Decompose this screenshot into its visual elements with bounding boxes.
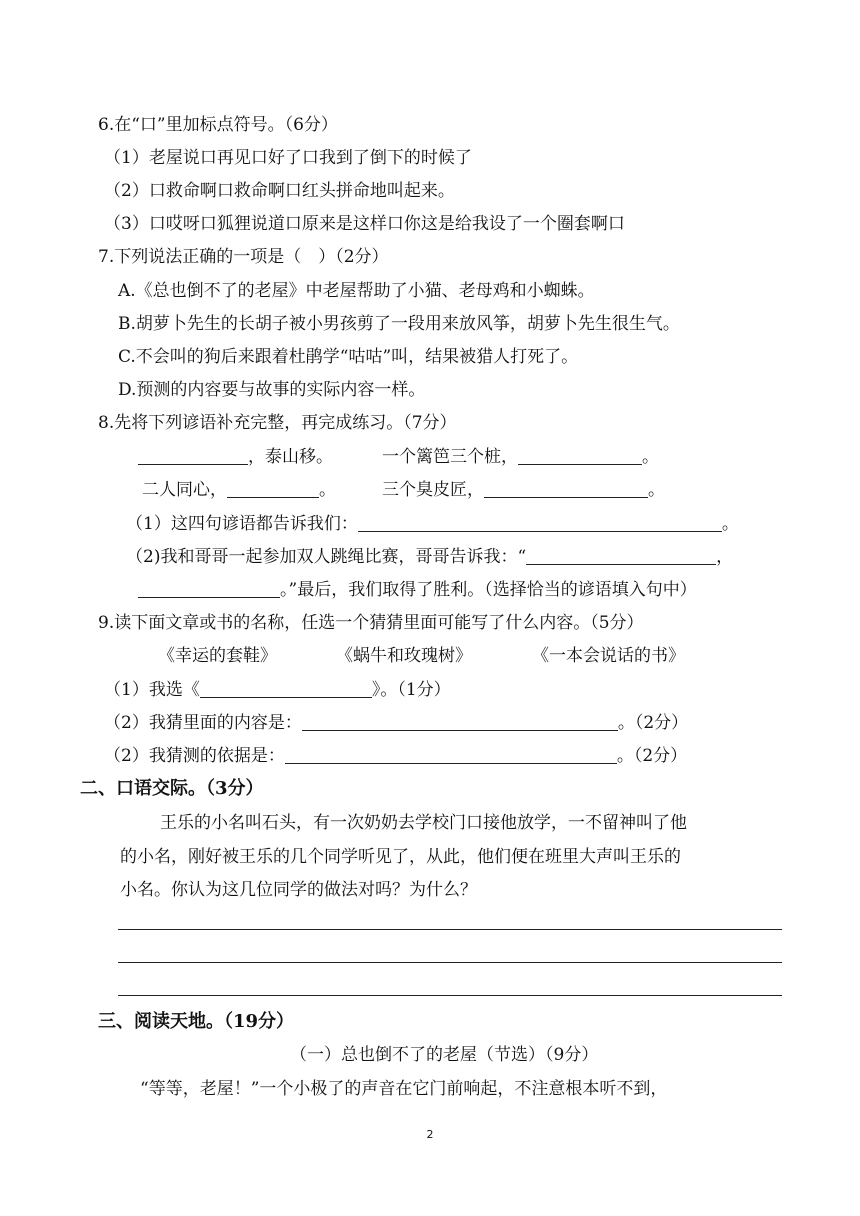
answer-line-3[interactable] — [118, 995, 782, 996]
q8-period-4: 。 — [648, 480, 665, 500]
q6-item-2: （2）口救命啊口救命啊口红头拼命地叫起来。 — [104, 181, 455, 201]
q9-title: 9.读下面文章或书的名称，任选一个猜猜里面可能写了什么内容。（5分） — [98, 613, 644, 633]
q8-proverb-2: 一个篱笆三个桩， — [382, 447, 518, 467]
q8-sub-2-comma: ， — [716, 547, 734, 567]
q8-sub-1 — [126, 512, 739, 536]
q8-blank-1[interactable] — [138, 446, 248, 465]
q7-title: 7.下列说法正确的一项是（ ）（2分） — [98, 247, 389, 267]
q9-book-1: 《幸运的套鞋》 — [158, 646, 277, 666]
q9-sub-3-prefix: （2）我猜测的依据是： — [104, 746, 285, 766]
q7-option-a: A.《总也倒不了的老屋》中老屋帮助了小猫、老母鸡和小蜘蛛。 — [118, 281, 595, 301]
q9-sub-2-answer[interactable] — [302, 712, 618, 731]
q8-sub-1-period: 。 — [721, 514, 739, 534]
page-number: 2 — [426, 1128, 434, 1141]
q8-sub-2-cont — [138, 578, 697, 602]
q8-sub-1-answer[interactable] — [358, 513, 722, 532]
section-3-title: 三、阅读天地。（19分） — [98, 1011, 295, 1032]
q9-book-3: 《一本会说话的书》 — [532, 646, 685, 666]
q9-sub-1-answer[interactable] — [200, 679, 372, 698]
q8-proverb-4: 三个臭皮匠， — [382, 480, 484, 500]
q8-proverb-row-1 — [138, 445, 333, 469]
q9-sub-3-answer[interactable] — [285, 745, 617, 764]
q7-option-d: D.预测的内容要与故事的实际内容一样。 — [118, 380, 426, 400]
q6-title: 6.在“口”里加标点符号。（6分） — [98, 115, 338, 135]
answer-line-1[interactable] — [118, 929, 782, 930]
q7-option-b: B.胡萝卜先生的长胡子被小男孩剪了一段用来放风筝，胡萝卜先生很生气。 — [118, 314, 680, 334]
q6-item-3: （3）口哎呀口狐狸说道口原来是这样口你这是给我设了一个圈套啊口 — [104, 214, 625, 234]
q9-sub-2-prefix: （2）我猜里面的内容是： — [104, 713, 302, 733]
section-2-title: 二、口语交际。（3分） — [80, 778, 264, 799]
q8-period-2: 。 — [642, 447, 659, 467]
section-3-first-line: “等等，老屋！”一个小极了的声音在它门前响起，不注意根本听不到， — [140, 1079, 668, 1099]
q8-proverb-2-row — [382, 445, 659, 469]
q8-sub-2-answer-2[interactable] — [138, 579, 280, 598]
q8-blank-3[interactable] — [227, 479, 319, 498]
q8-blank-4[interactable] — [484, 479, 648, 498]
q9-sub-2 — [104, 711, 688, 735]
q9-sub-3 — [104, 744, 687, 768]
section-2-line-1: 王乐的小名叫石头，有一次奶奶去学校门口接他放学，一不留神叫了他 — [160, 813, 687, 833]
q9-sub-1 — [104, 678, 451, 702]
q8-sub-1-prefix: （1）这四句谚语都告诉我们： — [126, 514, 358, 534]
q8-proverb-1: ，泰山移。 — [248, 447, 333, 467]
q9-sub-3-suffix: 。（2分） — [616, 746, 688, 766]
q8-proverb-3: 二人同心， — [142, 480, 227, 500]
q8-sub-2-answer-1[interactable] — [526, 546, 716, 565]
q8-period-3: 。 — [319, 480, 336, 500]
answer-line-2[interactable] — [118, 962, 782, 963]
q7-option-c: C.不会叫的狗后来跟着杜鹃学“咕咕”叫，结果被猎人打死了。 — [118, 347, 579, 367]
q8-sub-2-prefix: （2)我和哥哥一起参加双人跳绳比赛，哥哥告诉我：“ — [126, 547, 527, 567]
section-2-line-2: 的小名，刚好被王乐的几个同学听见了，从此，他们便在班里大声叫王乐的 — [120, 847, 681, 867]
q9-sub-2-suffix: 。（2分） — [617, 713, 689, 733]
section-3-subtitle: （一）总也倒不了的老屋（节选）（9分） — [290, 1045, 599, 1065]
q8-proverb-row-2 — [142, 478, 336, 502]
q6-item-1: （1）老屋说口再见口好了口我到了倒下的时候了 — [104, 148, 472, 168]
q8-blank-2[interactable] — [518, 446, 642, 465]
section-2-line-3: 小名。你认为这几位同学的做法对吗？为什么？ — [120, 880, 477, 900]
q9-sub-1-prefix: （1）我选《 — [104, 680, 200, 700]
q8-title: 8.先将下列谚语补充完整，再完成练习。（7分） — [98, 413, 457, 433]
q9-book-2: 《蜗牛和玫瑰树》 — [336, 646, 472, 666]
q8-sub-2 — [126, 545, 733, 569]
q9-sub-1-suffix: 》。（1分） — [371, 680, 451, 700]
q8-sub-2-suffix: 。”最后，我们取得了胜利。（选择恰当的谚语填入句中） — [280, 580, 697, 600]
q8-proverb-4-row — [382, 478, 665, 502]
